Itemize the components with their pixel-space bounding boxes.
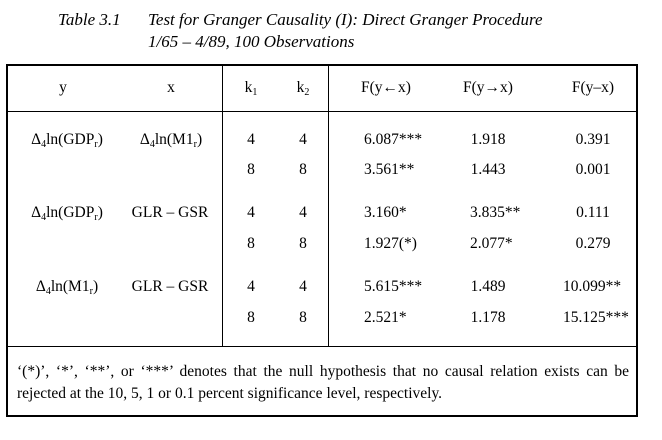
group-2-y: $\Delta_4\ln(GDP_r)$ (31, 204, 103, 223)
table-row-6-f1: 2.521* (364, 309, 407, 326)
header-k1: $k_1$ (244, 79, 258, 98)
header-k2: $k_2$ (296, 79, 310, 98)
header-x: x (167, 79, 175, 96)
header-y: y (59, 79, 67, 96)
table-footnote: ‘(*)’, ‘*’, ‘**’, or ‘***’ denotes that the null hypothesis that no causal relation exists can be rejected at the 10, 5, 1 or 0.1 percent significance level, respectively. (17, 363, 629, 402)
table-row-2-k2: 8 (299, 161, 307, 178)
table-row-4-k1: 8 (247, 235, 255, 252)
table-row-2-k1: 8 (247, 161, 255, 178)
table-row-5-k2: 4 (299, 278, 307, 295)
table-row-3-f2: 3.835** (470, 204, 521, 221)
table-row-2-f2: 1.443 (470, 161, 506, 178)
table-row-6-f2: 1.178 (470, 309, 506, 326)
table-row-3-k2: 4 (299, 204, 307, 221)
table-row-4-f2: 2.077* (470, 235, 513, 252)
table-row-4-f1: 1.927(*) (364, 235, 417, 252)
header-f-y-dash-x: F(y–x) (571, 79, 615, 96)
table-row-5-f3: 10.099** (563, 278, 622, 295)
table-row-3-f1: 3.160* (364, 204, 407, 221)
table-title-line2: 1/65 – 4/89, 100 Observations (148, 32, 355, 51)
table-row-2-f1: 3.561** (364, 161, 415, 178)
table-caption (58, 9, 543, 53)
table-row-2-f3: 0.001 (575, 161, 611, 178)
group-2-x: GLR – GSR (131, 204, 209, 221)
note-divider (8, 346, 636, 347)
table-row-1-f3: 0.391 (575, 131, 611, 148)
table-row-6-f3: 15.125*** (563, 309, 629, 326)
table-title-line1: Test for Granger Causality (I): Direct Granger Procedure (148, 10, 543, 29)
table-row-5-f1: 5.615*** (364, 278, 423, 295)
group-3-y: $\Delta_4\ln(M1_r)$ (35, 278, 99, 297)
column-divider-left (222, 66, 223, 347)
table-row-1-k1: 4 (247, 131, 255, 148)
header-f-y-from-x: F(y←x) (361, 79, 411, 96)
header-f-y-to-x: F(y→x) (463, 79, 513, 96)
table-row-5-k1: 4 (247, 278, 255, 295)
group-1-x: $\Delta_4\ln(M1_r)$ (139, 131, 203, 150)
group-1-y: $\Delta_4\ln(GDP_r)$ (31, 131, 103, 150)
table-row-1-k2: 4 (299, 131, 307, 148)
table-row-1-f1: 6.087*** (364, 131, 423, 148)
table-row-3-k1: 4 (247, 204, 255, 221)
table-row-3-f3: 0.111 (576, 204, 610, 221)
table-row-6-k2: 8 (299, 309, 307, 326)
group-3-x: GLR – GSR (131, 278, 209, 295)
column-divider-right (328, 66, 329, 347)
table-row-4-k2: 8 (299, 235, 307, 252)
header-divider (8, 111, 636, 112)
table-row-1-f2: 1.918 (470, 131, 506, 148)
table-row-4-f3: 0.279 (575, 235, 611, 252)
table-row-5-f2: 1.489 (470, 278, 506, 295)
table-label: Table 3.1 (58, 10, 121, 29)
table-frame (6, 64, 638, 417)
table-row-6-k1: 8 (247, 309, 255, 326)
